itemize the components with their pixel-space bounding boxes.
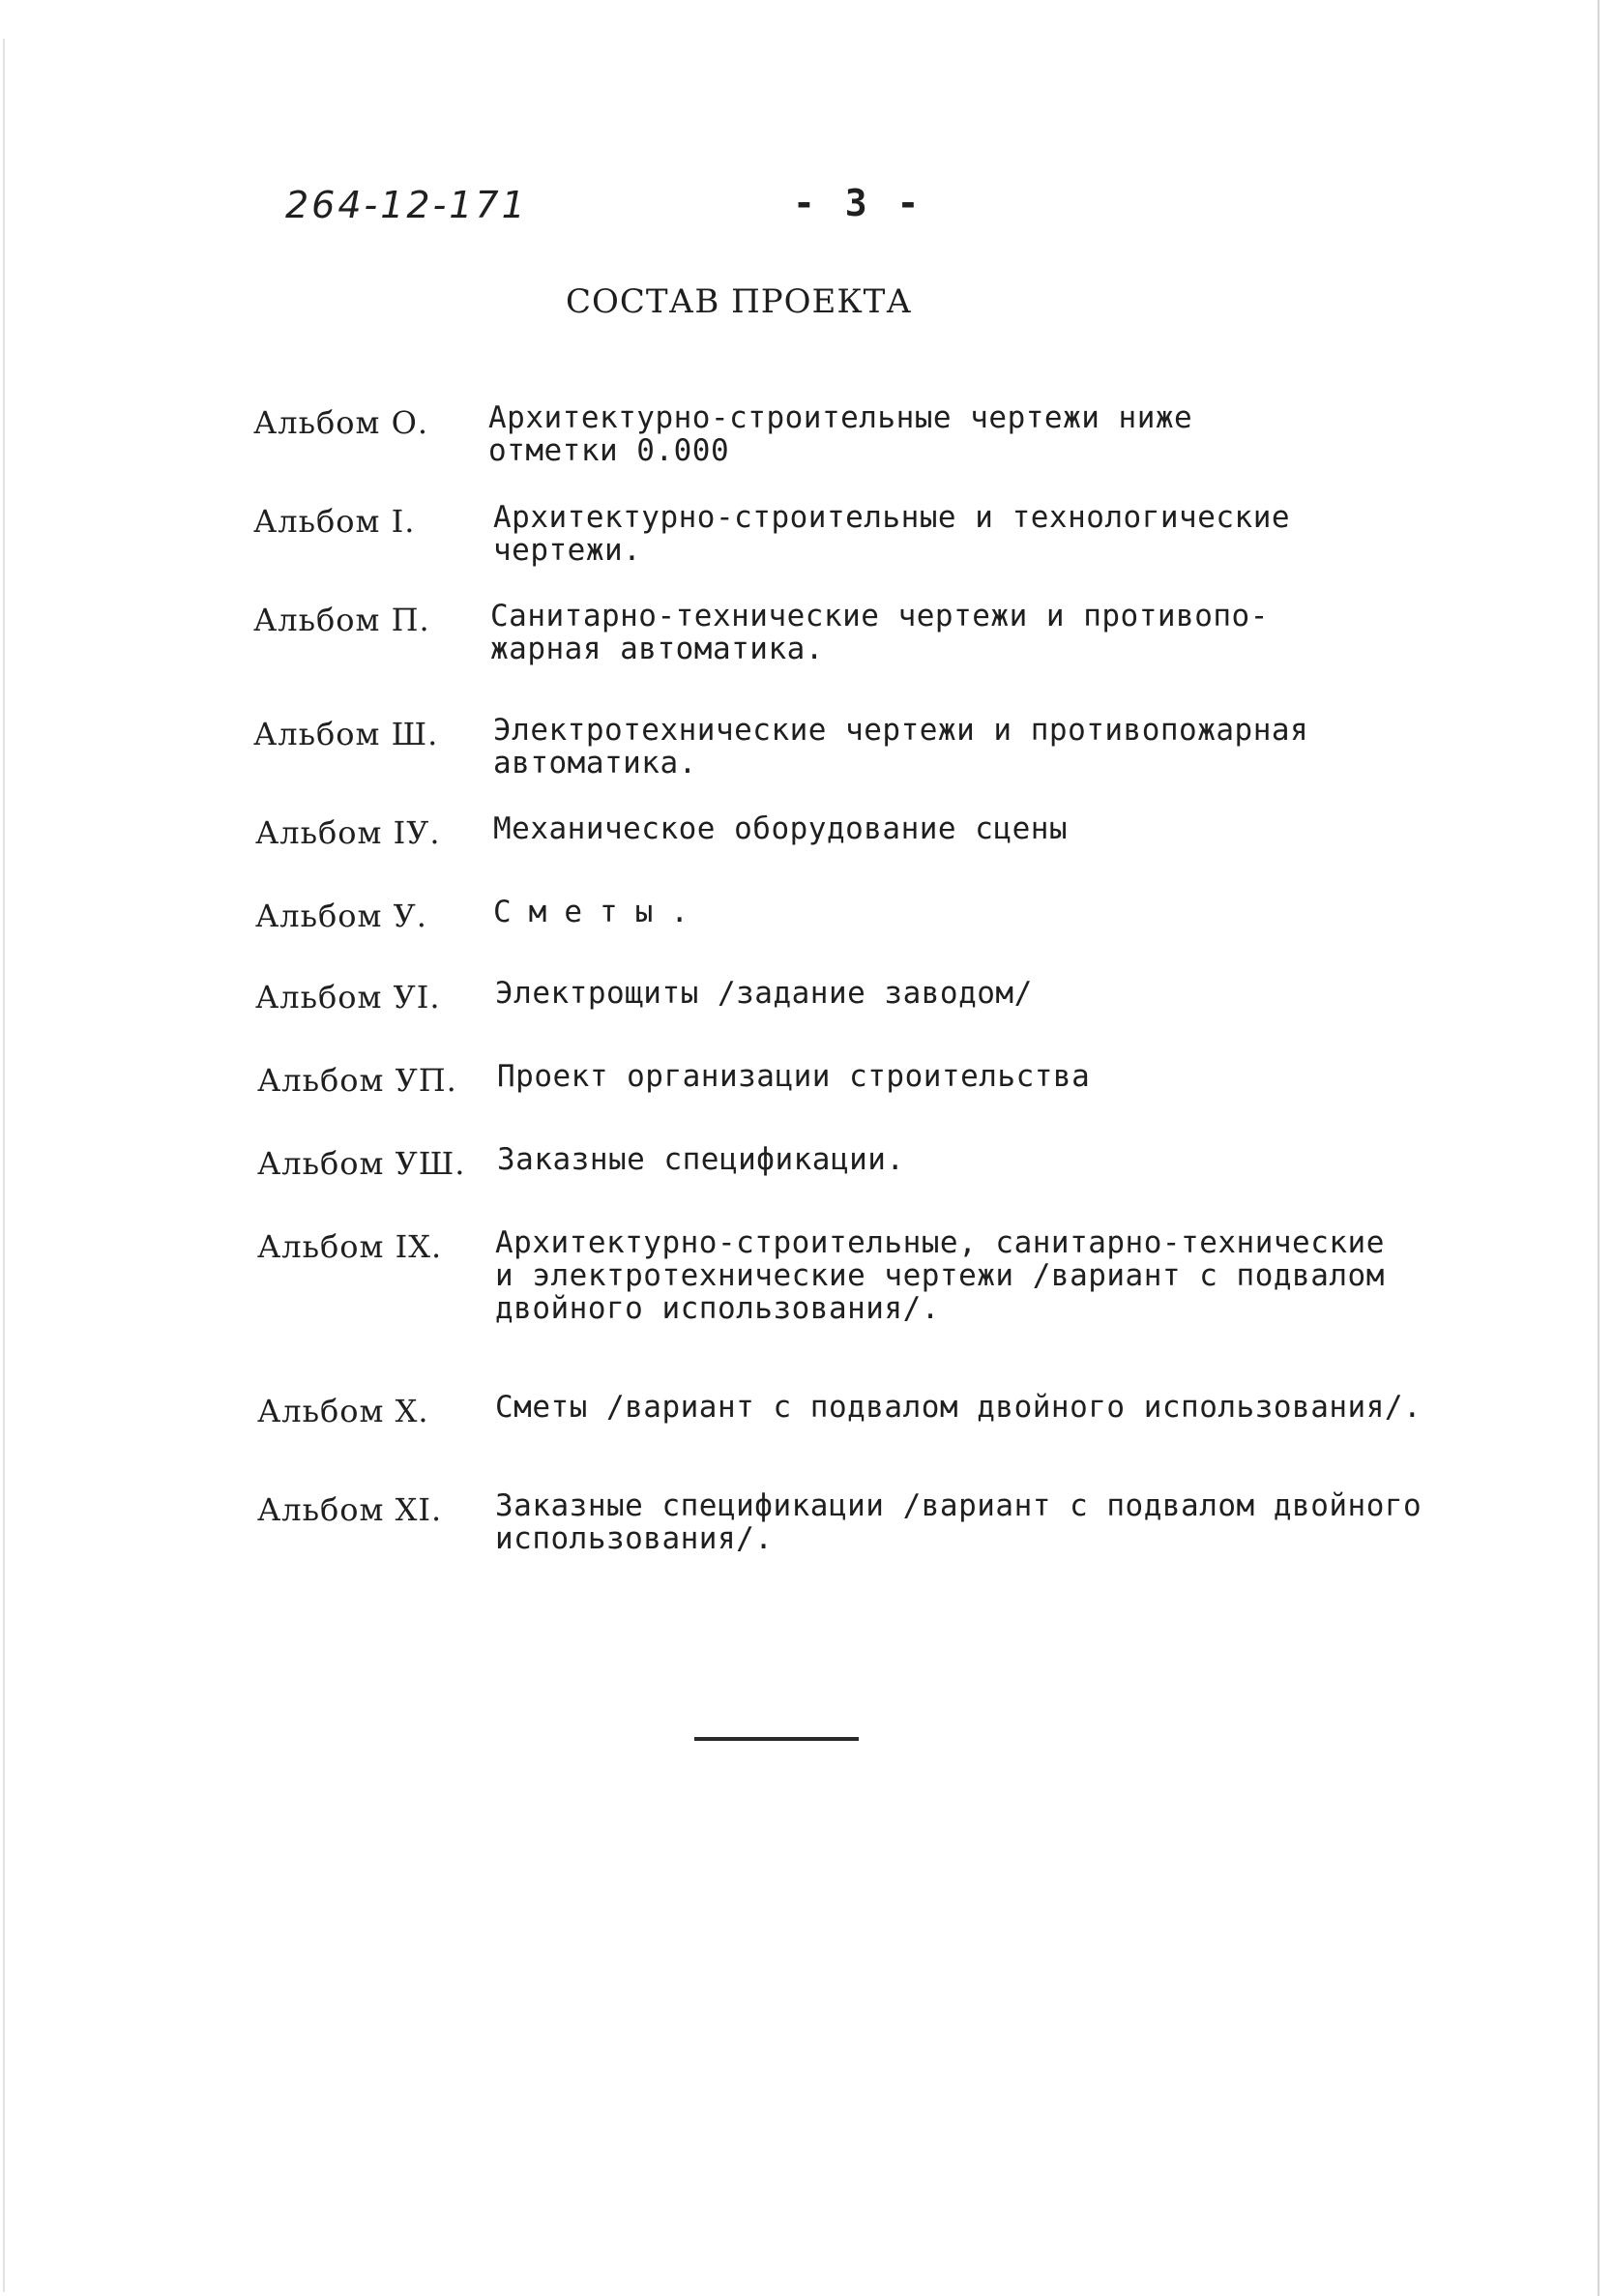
- album-label: Альбом IX.: [257, 1228, 443, 1265]
- album-description: Электрощиты /задание заводом/: [495, 976, 1033, 1011]
- album-label: Альбом УП.: [257, 1062, 457, 1099]
- album-label: Альбом I.: [253, 503, 416, 540]
- end-rule-divider: [694, 1737, 859, 1741]
- album-description: Архитектурно-строительные, санитарно-технические и электротехнические чертежи /вариант с подвалом двойного использования/.: [495, 1225, 1385, 1326]
- album-description: Архитектурно-строительные чертежи ниже отметки 0.000: [488, 400, 1193, 468]
- page-number: - 3 -: [793, 182, 924, 224]
- album-description: Заказные спецификации.: [497, 1142, 905, 1177]
- document-number: 264-12-171: [285, 184, 528, 226]
- album-label: Альбом О.: [253, 404, 428, 441]
- album-label: Альбом Ш.: [253, 716, 439, 752]
- album-description: Электротехнические чертежи и противопожарная автоматика.: [493, 713, 1309, 780]
- album-description: Архитектурно-строительные и технологические чертежи.: [493, 500, 1291, 568]
- page-title: СОСТАВ ПРОЕКТА: [566, 282, 913, 321]
- album-label: Альбом УШ.: [257, 1145, 466, 1182]
- album-description: Проект организации строительства: [497, 1059, 1091, 1094]
- page-edge-left: [3, 39, 5, 2292]
- album-description: Санитарно-технические чертежи и противопо- жарная автоматика.: [490, 599, 1269, 666]
- album-label: Альбом XI.: [257, 1491, 443, 1528]
- page-edge-right: [1598, 0, 1599, 2296]
- album-description: Сметы /вариант с подвалом двойного использования/.: [495, 1390, 1422, 1425]
- album-description: Сметы.: [493, 895, 706, 929]
- album-label: Альбом IУ.: [255, 814, 441, 851]
- album-label: Альбом П.: [253, 602, 430, 638]
- album-label: Альбом УI.: [255, 979, 441, 1016]
- album-label: Альбом У.: [255, 898, 427, 934]
- album-description: Механическое оборудование сцены: [493, 811, 1069, 846]
- album-description: Заказные спецификации /вариант с подвалом двойного использования/.: [495, 1488, 1422, 1556]
- album-label: Альбом X.: [257, 1393, 429, 1429]
